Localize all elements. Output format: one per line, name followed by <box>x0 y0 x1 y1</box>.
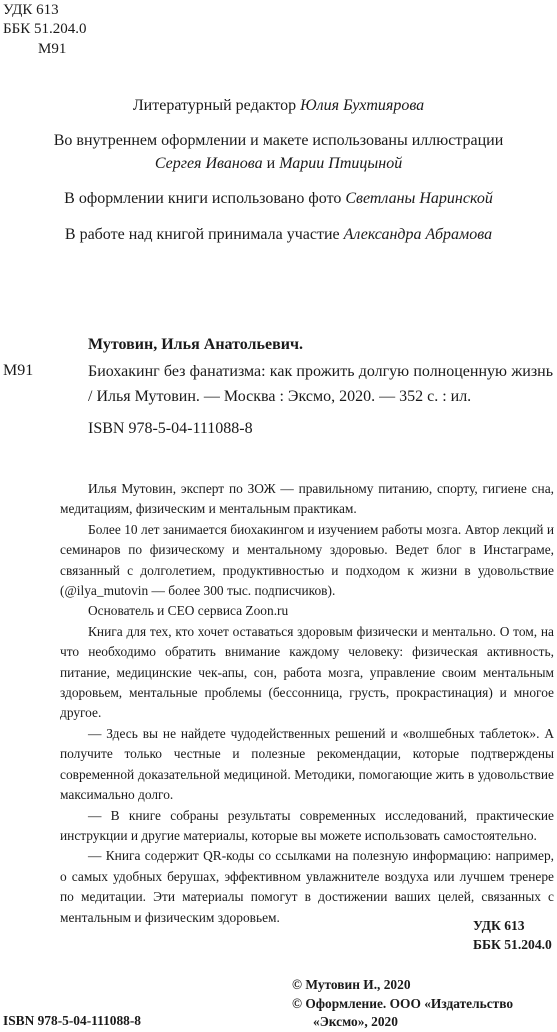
annotation-paragraph: Основатель и CEO сервиса Zoon.ru <box>88 603 289 619</box>
annotation-paragraph: — В книге собраны результаты современных исследований, практические инструкции и другие материалы, которые вы можете использовать самостоятельно. <box>60 807 554 843</box>
illustrators-conjunction: и <box>262 155 280 172</box>
photographer-name: Светланы Наринской <box>345 190 493 207</box>
editor-credit <box>0 94 557 117</box>
illustrator-name-2: Марии Птицыной <box>279 155 403 172</box>
annotation-paragraph: Более 10 лет занимается биохакингом и изучением работы мозга. Автор лекций и семинаров по физическому и ментальному здоровью. Ведет блог в Инстаграме, связанный с долголетием, продуктивностью и подходом к жизни в удовольствие (@ilya_mutovin — более 300 тыс. подписчиков). <box>60 521 554 599</box>
copyright-author: © Мутовин И., 2020 <box>292 977 411 992</box>
footer-isbn: ISBN 978-5-04-111088-8 <box>3 1013 142 1028</box>
copyright-design-line2: «Эксмо», 2020 <box>313 1014 398 1029</box>
record-mark: М91 <box>3 362 34 379</box>
annotation <box>60 479 554 928</box>
author-mark: М91 <box>38 41 67 57</box>
udk-code: УДК 613 <box>3 2 59 18</box>
record-isbn: ISBN 978-5-04-111088-8 <box>88 420 253 437</box>
illustrator-name-1: Сергея Иванова <box>154 155 263 172</box>
record-author: Мутовин, Илья Анатольевич. <box>88 336 303 353</box>
photo-credit <box>0 187 557 210</box>
annotation-paragraph: — Книга содержит QR-коды со ссылками на полезную информацию: например, о самых удобных берушах, эффективном увлажнителе воздуха или лучшем тренере по медитации. Эти материалы помогут в достижении ваших целей, связанных с ментальным и физическим здоровьем. <box>60 848 554 925</box>
editor-name: Юлия Бухтиярова <box>300 97 425 114</box>
bbk-code: ББК 51.204.0 <box>3 21 87 37</box>
copyright-design-line1: © Оформление. ООО «Издательство <box>292 996 514 1011</box>
illustrations-credit-line1: Во внутреннем оформлении и макете использованы иллюстрации <box>53 132 504 149</box>
participant-name: Александра Абрамова <box>343 226 493 243</box>
participant-credit <box>0 223 557 246</box>
photo-prefix: В оформлении книги использовано фото <box>64 190 346 207</box>
record-description: Биохакинг без фанатизма: как прожить долгую полноценную жизнь / Илья Мутовин. — Москва : Эксмо, 2020. — 352 с. : ил. <box>88 363 553 405</box>
annotation-paragraph: Илья Мутовин, эксперт по ЗОЖ — правильному питанию, спорту, гигиене сна, медитациям, физическим и ментальным практикам. <box>60 481 554 517</box>
illustrations-credit-line2 <box>0 152 557 175</box>
annotation-paragraph: Книга для тех, кто хочет оставаться здоровым физически и ментально. О том, на что необходимо обратить внимание каждому человеку: физическая активность, питание, медицинские чек-апы, сон, работа мозга, управление своим ментальным здоровьем, ментальные проблемы (бессонница, грусть, прокрастинация) и многое другое. <box>60 623 554 721</box>
annotation-paragraph: — Здесь вы не найдете чудодейственных решений и «волшебных таблеток». А получите только честные и полезные рекомендации, которые подтверждены современной доказательной медициной. Методики, помогающие жить в удовольствие максимально долго. <box>60 725 554 803</box>
footer-bbk: ББК 51.204.0 <box>473 937 552 952</box>
participant-prefix: В работе над книгой принимала участие <box>64 226 344 243</box>
footer-udk: УДК 613 <box>473 918 525 933</box>
editor-prefix: Литературный редактор <box>132 97 301 114</box>
